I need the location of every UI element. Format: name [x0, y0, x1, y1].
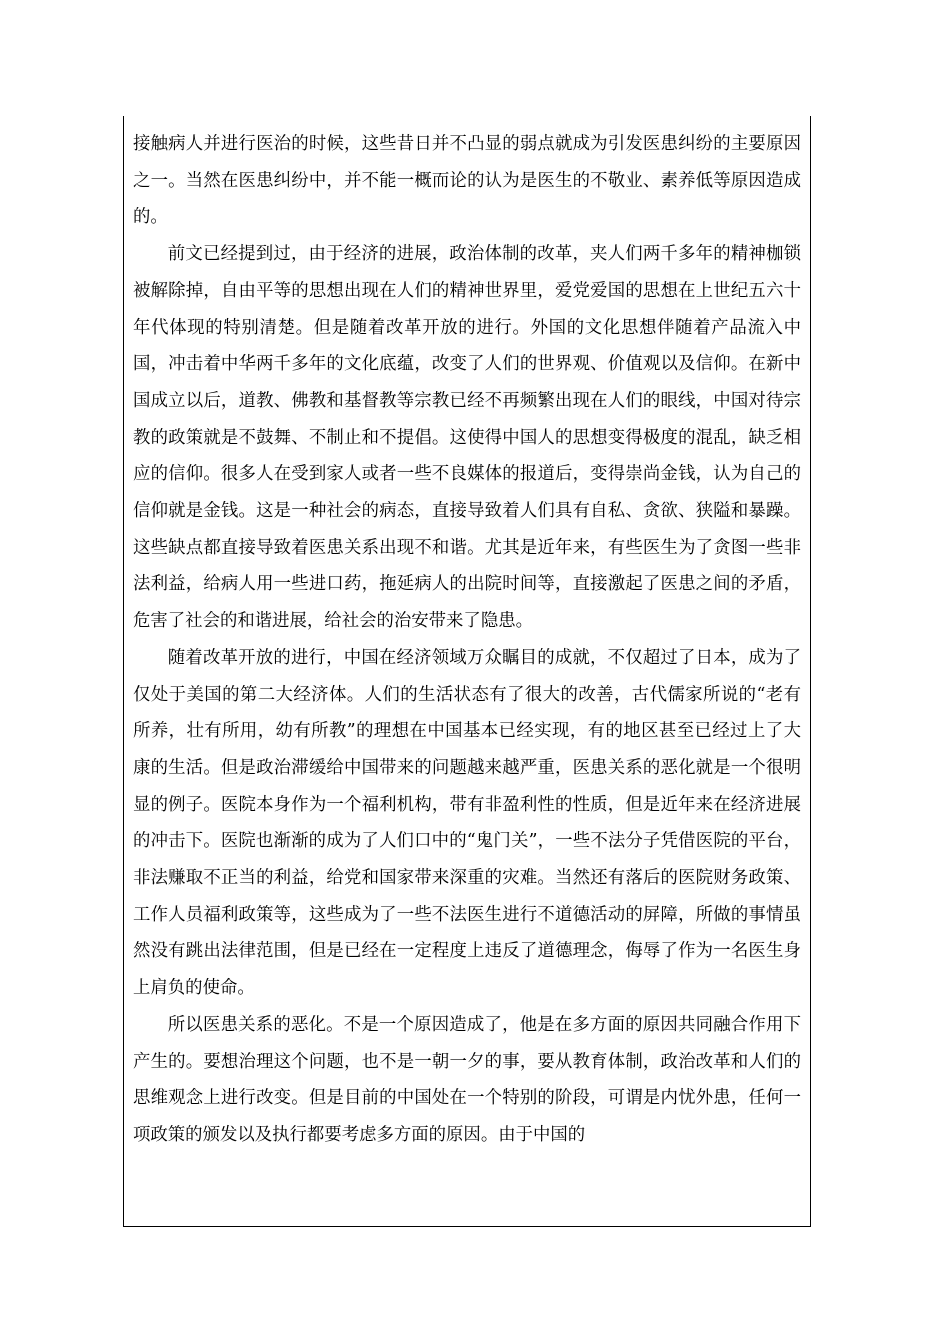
- paragraph-3: 随着改革开放的进行，中国在经济领域万众瞩目的成就，不仅超过了日本，成为了仅处于美国的第二大经济体。人们的生活状态有了很大的改善，古代儒家所说的“老有所养，壮有所用，幼有所教”的理想在中国基本已经实现，有的地区甚至已经过上了大康的生活。但是政治滞缓给中国带来的问题越来越严重，医患关系的恶化就是一个很明显的例子。医院本身作为一个福利机构，带有非盈利性的性质，但是近年来在经济进展的冲击下。医院也渐渐的成为了人们口中的“鬼门关”，一些不法分子凭借医院的平台，非法赚取不正当的利益，给党和国家带来深重的灾难。当然还有落后的医院财务政策、工作人员福利政策等，这些成为了一些不法医生进行不道德活动的屏障，所做的事情虽然没有跳出法律范围，但是已经在一定程度上违反了道德理念，侮辱了作为一名医生身上肩负的使命。: [133, 647, 801, 999]
- paragraph-4: 所以医患关系的恶化。不是一个原因造成了，他是在多方面的原因共同融合作用下产生的。要想治理这个问题，也不是一朝一夕的事，要从教育体制，政治改革和人们的思维观念上进行改变。但是目前的中国处在一个特别的阶段，可谓是内忧外患，任何一项政策的颁发以及执行都要考虑多方面的原因。由于中国的: [133, 1014, 801, 1145]
- paragraph-2: 前文已经提到过，由于经济的进展，政治体制的改革，夹人们两千多年的精神枷锁被解除掉，自由平等的思想出现在人们的精神世界里，爱党爱国的思想在上世纪五六十年代体现的特别清楚。但是随着改革开放的进行。外国的文化思想伴随着产品流入中国，冲击着中华两千多年的文化底蕴，改变了人们的世界观、价值观以及信仰。在新中国成立以后，道教、佛教和基督教等宗教已经不再频繁出现在人们的眼线，中国对待宗教的政策就是不鼓舞、不制止和不提倡。这使得中国人的思想变得极度的混乱，缺乏相应的信仰。很多人在受到家人或者一些不良媒体的报道后，变得崇尚金钱，认为自己的信仰就是金钱。这是一种社会的病态，直接导致着人们具有自私、贪欲、狭隘和暴躁。这些缺点都直接导致着医患关系出现不和谐。尤其是近年来，有些医生为了贪图一些非法利益，给病人用一些进口药，拖延病人的出院时间等，直接激起了医患之间的矛盾，危害了社会的和谐进展，给社会的治安带来了隐患。: [133, 244, 801, 632]
- paragraph-1: 接触病人并进行医治的时候，这些昔日并不凸显的弱点就成为引发医患纠纷的主要原因之一。当然在医患纠纷中，并不能一概而论的认为是医生的不敬业、素养低等原因造成的。: [133, 134, 801, 228]
- table-cell-frame: [123, 116, 811, 1227]
- body-text: [133, 126, 801, 1154]
